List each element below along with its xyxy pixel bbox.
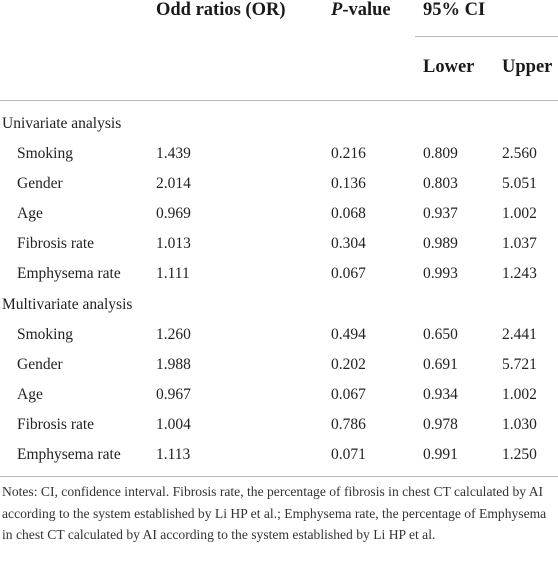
table-row: [0, 265, 558, 295]
table-bottom-rule: [0, 476, 558, 477]
ci-subheader-rule: [415, 36, 558, 37]
table-row: [0, 235, 558, 265]
cell-p-value: 0.068: [331, 205, 366, 222]
cell-p-value: 0.494: [331, 326, 366, 343]
cell-ci-upper: 1.243: [502, 265, 537, 282]
header-bottom-rule: [0, 100, 558, 101]
table-row: [0, 386, 558, 416]
row-label: Age: [17, 205, 43, 222]
cell-ci-upper: 2.560: [502, 145, 537, 162]
cell-ci-lower: 0.989: [423, 235, 458, 252]
cell-p-value: 0.136: [331, 175, 366, 192]
row-label: Emphysema rate: [17, 265, 121, 282]
cell-p-value: 0.216: [331, 145, 366, 162]
section-multivariate-label: Multivariate analysis: [2, 296, 133, 313]
cell-ci-upper: 2.441: [502, 326, 537, 343]
row-label: Fibrosis rate: [17, 235, 95, 252]
cell-ci-lower: 0.993: [423, 265, 458, 282]
header-p-italic: P: [331, 0, 343, 20]
cell-or: 1.113: [156, 446, 191, 463]
table-row: [0, 326, 558, 356]
table-row: [0, 175, 558, 205]
table-row: [0, 205, 558, 235]
row-label: Gender: [17, 175, 63, 192]
cell-p-value: 0.202: [331, 356, 366, 373]
cell-ci-lower: 0.937: [423, 205, 458, 222]
cell-p-value: 0.067: [331, 265, 366, 282]
row-label: Gender: [17, 356, 63, 373]
header-lower: Lower: [423, 57, 475, 77]
cell-ci-upper: 1.030: [502, 416, 537, 433]
cell-ci-upper: 1.002: [502, 205, 537, 222]
cell-or: 1.013: [156, 235, 191, 252]
cell-ci-lower: 0.809: [423, 145, 458, 162]
table-notes: Notes: CI, confidence interval. Fibrosis rate, the percentage of fibrosis in chest CT calculated by AI according to the system established by Li HP et al.; Emphysema rate, the percentage of Emphysema in chest CT calculated by AI according to the system established by Li HP et al.: [2, 484, 547, 543]
cell-p-value: 0.786: [331, 416, 366, 433]
cell-ci-lower: 0.934: [423, 386, 458, 403]
cell-ci-upper: 1.037: [502, 235, 537, 252]
cell-p-value: 0.067: [331, 386, 366, 403]
row-label: Age: [17, 386, 43, 403]
header-p-rest: -value: [342, 0, 391, 20]
cell-ci-lower: 0.691: [423, 356, 458, 373]
row-label: Smoking: [17, 145, 73, 162]
header-upper: Upper: [502, 57, 553, 77]
cell-ci-upper: 5.721: [502, 356, 537, 373]
table-row: [0, 145, 558, 175]
cell-ci-lower: 0.991: [423, 446, 458, 463]
cell-ci-upper: 1.250: [502, 446, 537, 463]
cell-or: 0.969: [156, 205, 191, 222]
header-or: Odd ratios (OR): [156, 0, 286, 20]
header-ci: 95% CI: [423, 0, 486, 20]
cell-p-value: 0.304: [331, 235, 366, 252]
cell-or: 1.004: [156, 416, 191, 433]
cell-or: 1.439: [156, 145, 191, 162]
table-row: [0, 446, 558, 476]
cell-ci-upper: 5.051: [502, 175, 537, 192]
cell-or: 0.967: [156, 386, 191, 403]
cell-or: 1.260: [156, 326, 191, 343]
table-row: [0, 356, 558, 386]
cell-or: 1.111: [156, 265, 190, 282]
row-label: Smoking: [17, 326, 73, 343]
cell-ci-upper: 1.002: [502, 386, 537, 403]
section-univariate-label: Univariate analysis: [2, 115, 122, 132]
cell-ci-lower: 0.803: [423, 175, 458, 192]
table-row: [0, 416, 558, 446]
cell-ci-lower: 0.650: [423, 326, 458, 343]
cell-p-value: 0.071: [331, 446, 366, 463]
header-p-value: [331, 0, 391, 21]
row-label: Fibrosis rate: [17, 416, 95, 433]
row-label: Emphysema rate: [17, 446, 121, 463]
cell-or: 2.014: [156, 175, 191, 192]
cell-or: 1.988: [156, 356, 191, 373]
cell-ci-lower: 0.978: [423, 416, 458, 433]
